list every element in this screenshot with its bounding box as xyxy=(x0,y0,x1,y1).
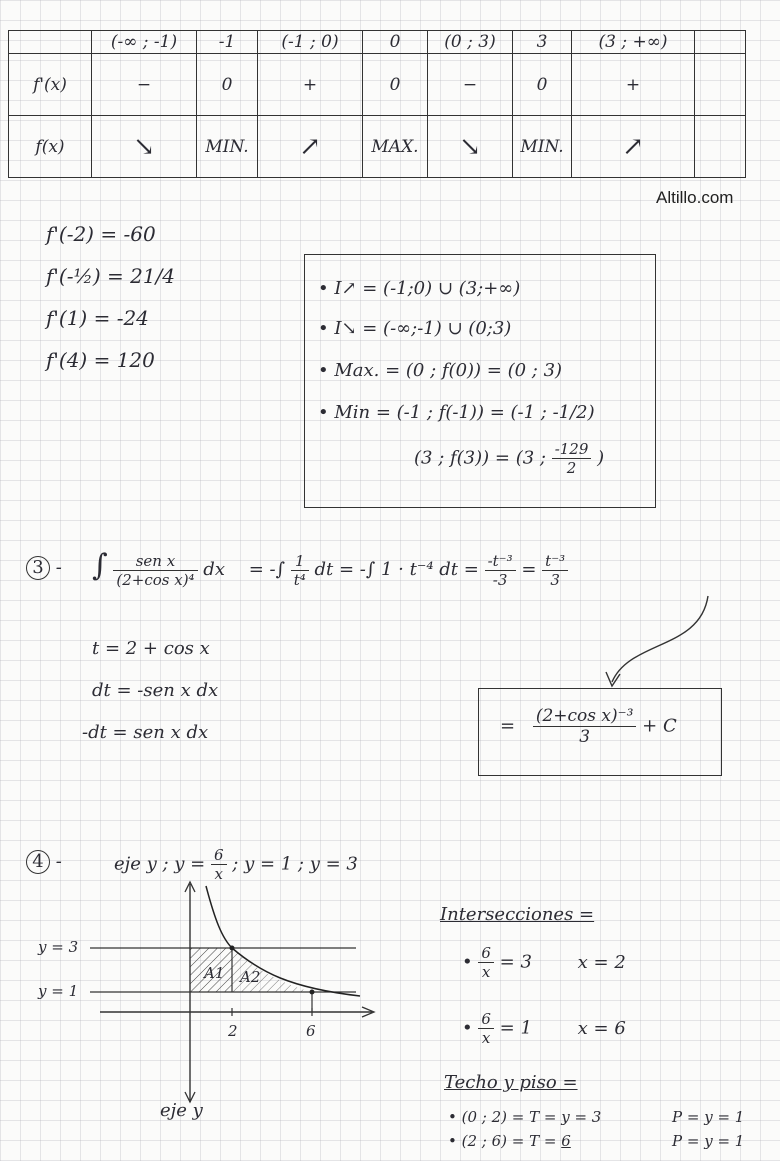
table-cell xyxy=(92,116,197,178)
step-text: = xyxy=(521,559,537,580)
techo-piso-title: Techo y piso = xyxy=(444,1072,578,1093)
eval-line: f'(1) = -24 xyxy=(46,306,149,330)
increasing-intervals: • I↗ = (-1;0) ∪ (3;+∞) xyxy=(318,278,521,299)
exercise-dash: - xyxy=(55,557,62,578)
exercise-4-label xyxy=(26,850,62,874)
techo-piso-1: • (0 ; 2) = T = y = 3 xyxy=(448,1108,602,1126)
min2-fraction xyxy=(552,440,592,477)
min2-close: ) xyxy=(597,447,605,469)
statement-text: eje y ; y = xyxy=(114,853,206,875)
fraction-num: -t⁻³ xyxy=(485,552,516,571)
integral-expression xyxy=(92,548,568,589)
min2-num: -129 xyxy=(552,440,592,459)
fraction xyxy=(478,1010,494,1047)
table-cell: MAX. xyxy=(363,116,428,178)
table-cell: 0 xyxy=(363,54,428,116)
minimum-point-1: • Min = (-1 ; f(-1)) = (-1 ; -1/2) xyxy=(318,402,595,423)
table-cell: 0 xyxy=(197,54,258,116)
intersection-result: x = 2 xyxy=(577,951,626,973)
tick-6: 6 xyxy=(306,1022,316,1040)
eval-line: f'(4) = 120 xyxy=(46,348,155,372)
fraction-den: (2+cos x)⁴ xyxy=(116,570,195,589)
fraction-den: 3 xyxy=(579,727,591,747)
connector-arrow xyxy=(590,590,730,700)
equation-text: = 1 xyxy=(499,1017,532,1039)
statement-text: ; y = 1 ; y = 3 xyxy=(232,853,358,875)
fraction xyxy=(211,846,227,883)
exercise-dash: - xyxy=(55,851,62,872)
label-a1: A1 xyxy=(204,964,225,982)
integral-sign: ∫ xyxy=(92,548,108,583)
substitution-line: dt = -sen x dx xyxy=(92,680,219,701)
fraction-num: 1 xyxy=(291,552,309,571)
table-header-row xyxy=(9,31,746,54)
label-a2: A2 xyxy=(240,968,261,986)
result-fraction xyxy=(533,706,637,747)
table-cell: 0 xyxy=(363,31,428,54)
table-cell: − xyxy=(92,54,197,116)
exercise-3-label xyxy=(26,556,62,580)
table-cell xyxy=(695,31,746,54)
fraction-num: t⁻³ xyxy=(542,552,568,571)
table-cell xyxy=(9,31,92,54)
table-cell xyxy=(258,116,363,178)
minimum-point-2 xyxy=(414,440,604,477)
eval-line: f'(-2) = -60 xyxy=(46,222,156,246)
fraction-den: t⁴ xyxy=(293,570,306,589)
techo-value: 6 xyxy=(561,1132,571,1150)
techo-text: • (2 ; 6) = T = xyxy=(448,1132,557,1150)
table-cell: (3 ; +∞) xyxy=(572,31,695,54)
dt-text: dt xyxy=(314,559,334,580)
table-cell: f(x) xyxy=(9,116,92,178)
result-expression xyxy=(500,706,677,747)
table-cell: f'(x) xyxy=(9,54,92,116)
table-cell: + xyxy=(258,54,363,116)
fraction xyxy=(291,552,309,589)
arrow-down-right-icon: ↘ xyxy=(133,131,155,162)
fraction-num: 6 xyxy=(478,944,494,963)
piso-2: P = y = 1 xyxy=(672,1132,745,1150)
table-cell xyxy=(572,116,695,178)
substitution-line: -dt = sen x dx xyxy=(82,722,209,743)
fraction xyxy=(478,944,494,981)
intersection-2: • $\frac{6}{x}$ = 1 x = 6 xyxy=(462,1010,626,1047)
table-cell xyxy=(695,116,746,178)
table-row xyxy=(9,116,746,178)
techo-piso-2 xyxy=(448,1132,571,1150)
table-cell xyxy=(695,54,746,116)
step-text: = -∫ xyxy=(248,559,285,580)
table-cell: (0 ; 3) xyxy=(428,31,513,54)
fraction-den: x xyxy=(481,1029,491,1047)
label-y3: y = 3 xyxy=(38,938,79,956)
watermark: Altillo.com xyxy=(656,188,734,207)
substitution-line: t = 2 + cos x xyxy=(92,638,210,659)
fraction-den: 3 xyxy=(550,570,560,589)
fraction-num: 6 xyxy=(478,1010,494,1029)
intersections-title: Intersecciones = xyxy=(440,904,595,925)
step-text: = -∫ 1 · t⁻⁴ dt = xyxy=(339,559,479,580)
table-cell: + xyxy=(572,54,695,116)
label-y1: y = 1 xyxy=(38,982,79,1000)
table-cell: (-∞ ; -1) xyxy=(92,31,197,54)
equation-text: = 3 xyxy=(499,951,532,973)
result-eq: = xyxy=(500,715,516,737)
arrow-up-right-icon: ↗ xyxy=(622,131,644,162)
fraction xyxy=(542,552,568,589)
exercise-4-statement xyxy=(114,846,358,883)
table-row xyxy=(9,54,746,116)
fraction-num: sen x xyxy=(113,552,197,571)
maximum-point: • Max. = (0 ; f(0)) = (0 ; 3) xyxy=(318,360,563,381)
min2-den: 2 xyxy=(566,459,577,477)
tick-2: 2 xyxy=(228,1022,238,1040)
sign-table xyxy=(8,30,746,178)
arrow-down-right-icon: ↘ xyxy=(459,131,481,162)
table-cell: MIN. xyxy=(197,116,258,178)
table-cell: (-1 ; 0) xyxy=(258,31,363,54)
decreasing-intervals: • I↘ = (-∞;-1) ∪ (0;3) xyxy=(318,318,512,339)
fraction-den: x xyxy=(481,963,491,981)
table-cell: -1 xyxy=(197,31,258,54)
table-cell xyxy=(428,116,513,178)
min2-text: (3 ; f(3)) = (3 ; xyxy=(414,447,546,469)
table-cell: − xyxy=(428,54,513,116)
fraction-den: -3 xyxy=(492,570,508,589)
exercise-number: 3 xyxy=(26,556,50,580)
piso-1: P = y = 1 xyxy=(672,1108,745,1126)
table-cell: 0 xyxy=(513,54,572,116)
result-constant: + C xyxy=(642,715,677,737)
intersection-result: x = 6 xyxy=(577,1017,626,1039)
fraction xyxy=(113,552,197,589)
table-cell: MIN. xyxy=(513,116,572,178)
intersection-1: • $\frac{6}{x}$ = 3 x = 2 xyxy=(462,944,626,981)
table-cell: 3 xyxy=(513,31,572,54)
eval-line: f'(-½) = 21/4 xyxy=(46,264,176,288)
fraction xyxy=(485,552,516,589)
exercise-number: 4 xyxy=(26,850,50,874)
dx-text: dx xyxy=(203,559,225,580)
fraction-num: 6 xyxy=(211,846,227,865)
axis-label: eje y xyxy=(160,1100,203,1121)
fraction-den: x xyxy=(214,865,223,883)
arrow-up-right-icon: ↗ xyxy=(299,131,321,162)
area-graph xyxy=(90,880,390,1110)
fraction-num: (2+cos x)⁻³ xyxy=(533,706,637,727)
